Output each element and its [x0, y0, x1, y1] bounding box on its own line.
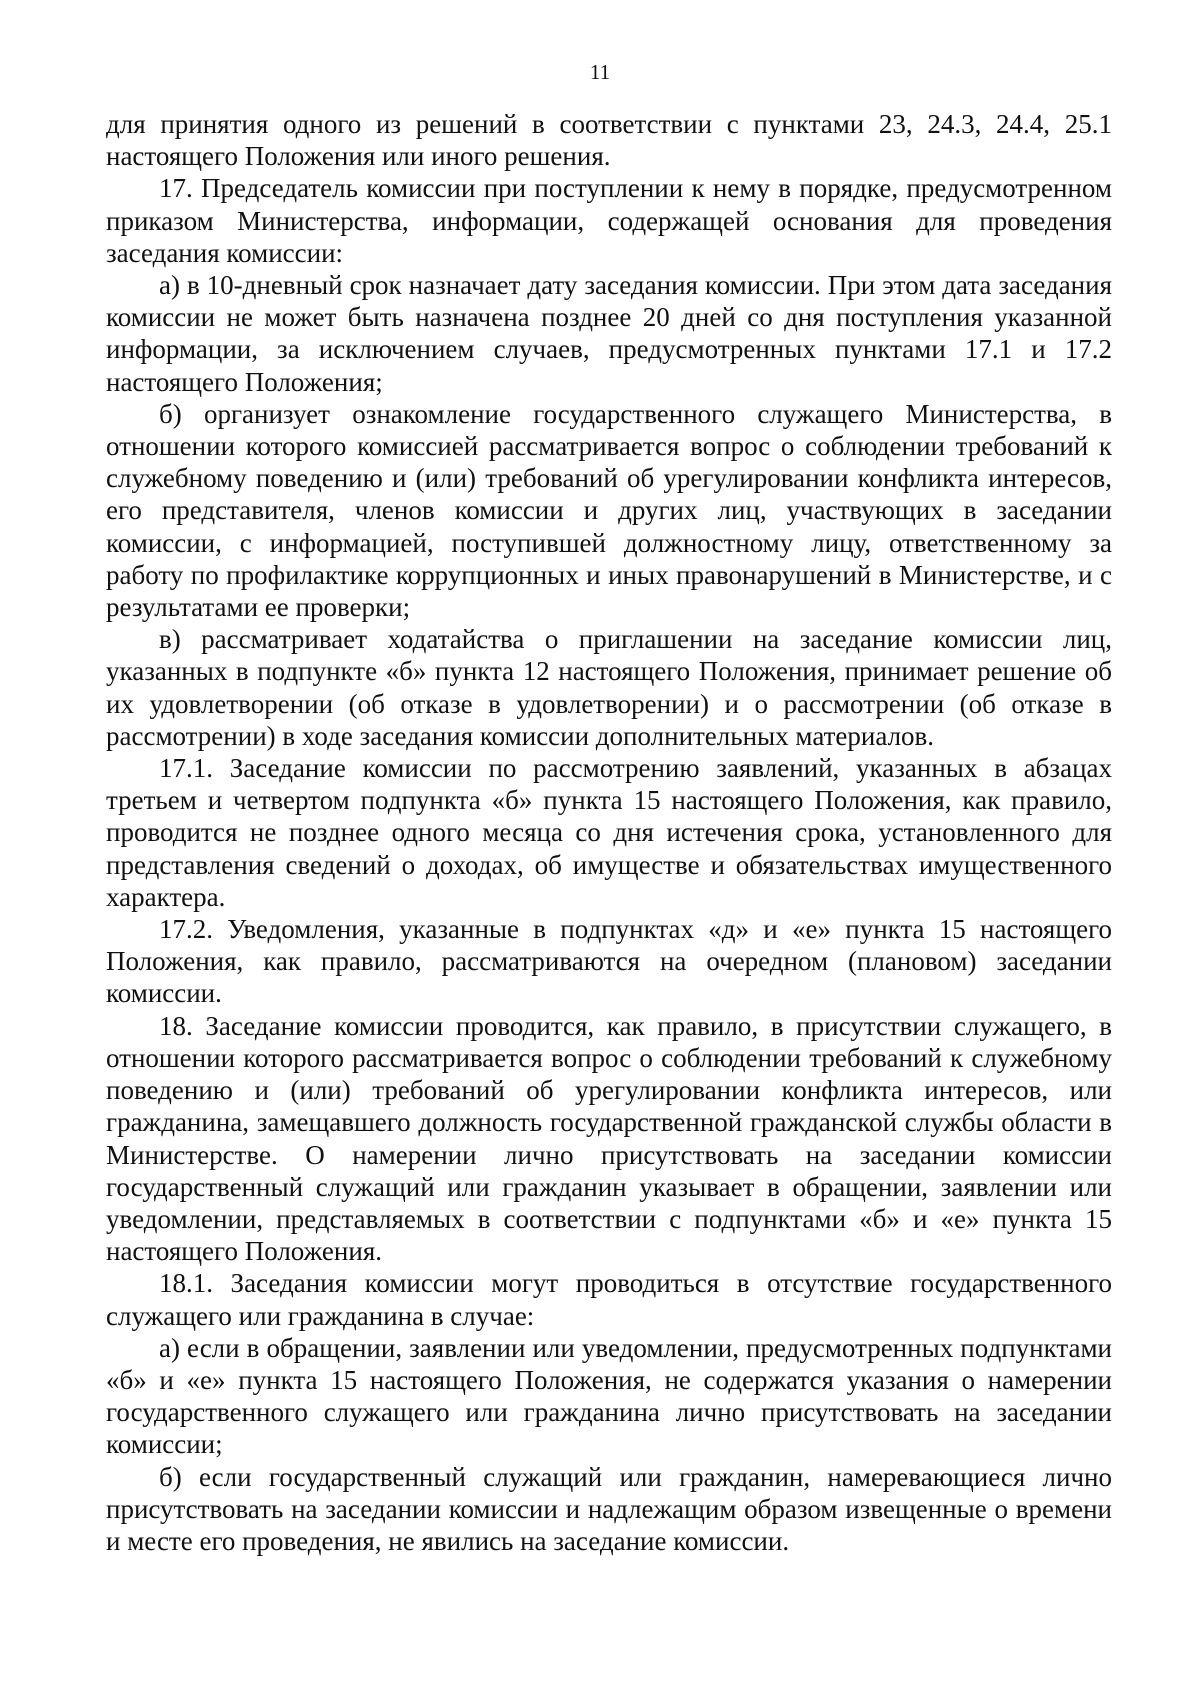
paragraph-17-b: б) организует ознакомление государственного служащего Министерства, в отношении которого комиссией рассматривается вопрос о соблюдении требований к служебному поведению и (или) требований об урегулировании конфликта интересов, его представителя, членов комиссии и других лиц, участвующих в заседании комиссии, с информацией, поступившей должностному лицу, ответственному за работу по профилактике коррупционных и иных правонарушений в Министерстве, и с результатами ее проверки; [106, 398, 1112, 623]
paragraph-17-a: а) в 10-дневный срок назначает дату заседания комиссии. При этом дата заседания комиссии не может быть назначена позднее 20 дней со дня поступления указанной информации, за исключением случаев, предусмотренных пунктами 17.1 и 17.2 настоящего Положения; [106, 270, 1112, 397]
paragraph-17: 17. Председатель комиссии при поступлении к нему в порядке, предусмотренном приказом Министерства, информации, содержащей основания для проведения заседания комиссии: [106, 173, 1112, 268]
paragraph-17-1: 17.1. Заседание комиссии по рассмотрению заявлений, указанных в абзацах третьем и четвертом подпункта «б» пункта 15 настоящего Положения, как правило, проводится не позднее одного месяца со дня истечения срока, установленного для представления сведений о доходах, об имуществе и обязательствах имущественного характера. [106, 753, 1112, 912]
paragraph-continuation: для принятия одного из решений в соответствии с пунктами 23, 24.3, 24.4, 25.1 настоящего Положения или иного решения. [106, 109, 1112, 172]
paragraph-17-2: 17.2. Уведомления, указанные в подпунктах «д» и «е» пункта 15 настоящего Положения, как правило, рассматриваются на очередном (плановом) заседании комиссии. [106, 914, 1112, 1009]
paragraph-18-1: 18.1. Заседания комиссии могут проводиться в отсутствие государственного служащего или гражданина в случае: [106, 1268, 1112, 1331]
paragraph-17-v: в) рассматривает ходатайства о приглашении на заседание комиссии лиц, указанных в подпункте «б» пункта 12 настоящего Положения, принимает решение об их удовлетворении (об отказе в удовлетворении) и о рассмотрении (об отказе в рассмотрении) в ходе заседания комиссии дополнительных материалов. [106, 624, 1112, 751]
page-number: 11 [589, 60, 611, 84]
paragraph-18-1-a: а) если в обращении, заявлении или уведомлении, предусмотренных подпунктами «б» и «е» пункта 15 настоящего Положения, не содержатся указания о намерении государственного служащего или гражданина лично присутствовать на заседании комиссии; [106, 1332, 1112, 1460]
paragraph-18-1-b: б) если государственный служащий или гражданин, намеревающиеся лично присутствовать на заседании комиссии и надлежащим образом извещенные о времени и месте его проведения, не явились на заседание комиссии. [106, 1461, 1112, 1556]
paragraph-18: 18. Заседание комиссии проводится, как правило, в присутствии служащего, в отношении которого рассматривается вопрос о соблюдении требований к служебному поведению и (или) требований об урегулировании конфликта интересов, или гражданина, замещавшего должность государственной гражданской службы области в Министерстве. О намерении лично присутствовать на заседании комиссии государственный служащий или гражданин указывает в обращении, заявлении или уведомлении, представляемых в соответствии с подпунктами «б» и «е» пункта 15 настоящего Положения. [106, 1010, 1112, 1267]
document-body [106, 108, 1112, 1557]
